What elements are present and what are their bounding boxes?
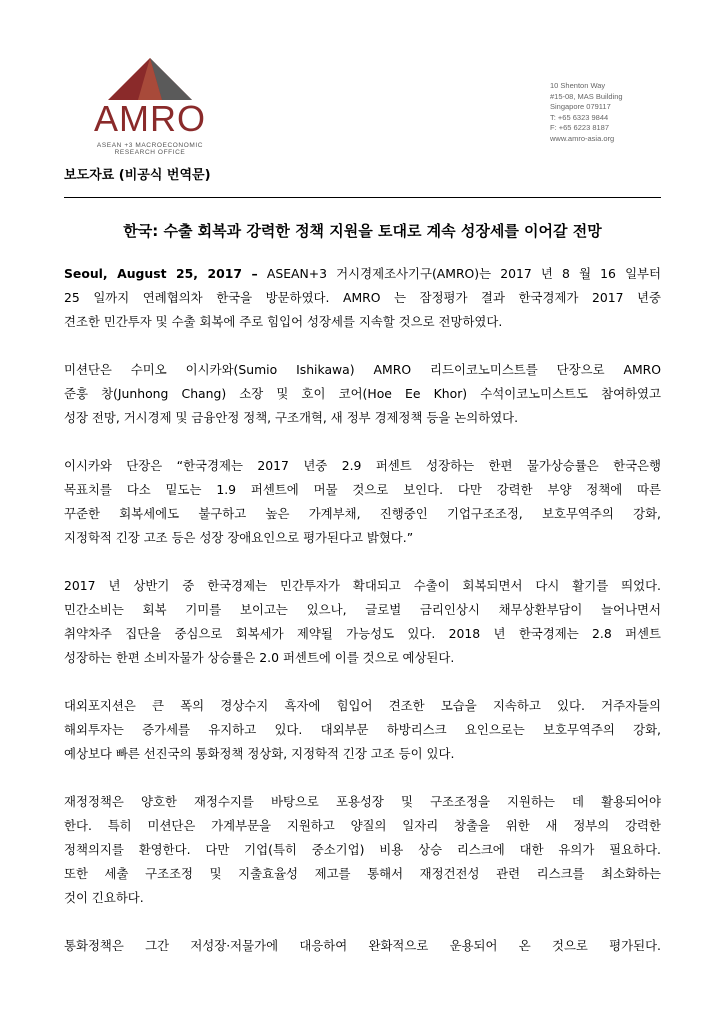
text-line: 해외투자는 증가세를 유지하고 있다. 대외부문 하방리스크 요인으로는 보호무역주의 강화,	[64, 722, 661, 737]
text-line: 정책의지를 환영한다. 다만 기업(특히 중소기업) 비용 상승 리스크에 대한 유의가 필요하다.	[64, 842, 661, 857]
text-line: 대외포지션은 큰 폭의 경상수지 흑자에 힘입어 견조한 모습을 지속하고 있다. 거주자들의	[64, 698, 661, 713]
logo-subtitle: ASEAN +3 MACROECONOMIC RESEARCH OFFICE	[96, 142, 204, 156]
paragraph-5	[64, 694, 661, 766]
paragraph-3	[64, 454, 661, 550]
text-line: 예상보다 빠른 선진국의 통화정책 정상화, 지정학적 긴장 고조 등이 있다.	[64, 746, 455, 761]
paragraph-4	[64, 574, 661, 670]
text-line: 성장하는 한편 소비자물가 상승률은 2.0 퍼센트에 이를 것으로 예상된다.	[64, 650, 455, 665]
paragraph-7	[64, 934, 661, 958]
address-website: www.amro-asia.org	[550, 133, 615, 143]
amro-triangle-icon	[108, 58, 192, 100]
text-line: 한다. 특히 미션단은 가계부문을 지원하고 양질의 일자리 창출을 위한 새 정부의 강력한	[64, 818, 661, 833]
text-line: 준훙 창(Junhong Chang) 소장 및 호이 코어(Hoe Ee Khor) 수석이코노미스트도 참여하였고	[64, 386, 661, 401]
amro-logo	[80, 58, 220, 158]
text-line: 이시카와 단장은 “한국경제는 2017 년중 2.9 퍼센트 성장하는 한편 물가상승률은 한국은행	[64, 458, 661, 473]
text-line: 목표치를 다소 밑도는 1.9 퍼센트에 머물 것으로 보인다. 다만 강력한 부양 정책에 따른	[64, 482, 661, 497]
office-address	[550, 81, 680, 145]
text-line: 민간소비는 회복 기미를 보이고는 있으나, 글로벌 금리인상시 채무상환부담이 늘어나면서	[64, 602, 661, 617]
text-line: 꾸준한 회복세에도 불구하고 높은 가계부채, 진행중인 기업구조조정, 보호무역주의 강화,	[64, 506, 661, 521]
text-line: 통화정책은 그간 저성장·저물가에 대응하여 완화적으로 운용되어 온 것으로 평가된다.	[64, 938, 661, 953]
logo-wordmark: AMRO	[94, 98, 206, 139]
text-line: 또한 세출 구조조정 및 지출효율성 제고를 통해서 재정건전성 관련 리스크를 최소화하는	[64, 866, 661, 881]
headline: 한국: 수출 회복과 강력한 정책 지원을 토대로 계속 성장세를 이어갈 전망	[123, 222, 602, 240]
text-line: 것이 긴요하다.	[64, 890, 144, 905]
article-body	[64, 262, 661, 982]
text-line	[64, 262, 661, 286]
address-phone: T: +65 6323 9844	[550, 112, 609, 122]
text-line: 성장 전망, 거시경제 및 금융안정 정책, 구조개혁, 새 정부 경제정책 등을 논의하였다.	[64, 410, 519, 425]
text-line: 취약차주 집단을 중심으로 회복세가 제약될 가능성도 있다. 2018 년 한국경제는 2.8 퍼센트	[64, 626, 661, 641]
text-span: ASEAN+3 거시경제조사기구(AMRO)는 2017 년 8 월 16 일부터	[257, 266, 661, 281]
paragraph-6	[64, 790, 661, 910]
paragraph-1	[64, 262, 661, 334]
text-line: 2017 년 상반기 중 한국경제는 민간투자가 확대되고 수출이 회복되면서 다시 활기를 띄었다.	[64, 578, 661, 593]
text-line: 미션단은 수미오 이시카와(Sumio Ishikawa) AMRO 리드이코노미스트를 단장으로 AMRO	[64, 362, 661, 377]
dateline: Seoul, August 25, 2017 –	[64, 266, 258, 281]
text-line: 재정정책은 양호한 재정수지를 바탕으로 포용성장 및 구조조정을 지원하는 데 활용되어야	[64, 794, 661, 809]
address-line: 10 Shenton Way	[550, 81, 606, 90]
text-line: 견조한 민간투자 및 수출 회복에 주로 힘입어 성장세를 지속할 것으로 전망하였다.	[64, 314, 503, 329]
address-fax: F: +65 6223 8187	[550, 123, 610, 133]
divider	[64, 197, 661, 198]
text-line: 지정학적 긴장 고조 등은 성장 장애요인으로 평가된다고 밝혔다.”	[64, 530, 414, 545]
paragraph-2	[64, 358, 661, 430]
press-release-label: 보도자료 (비공식 번역문)	[64, 168, 211, 183]
address-line: Singapore 079117	[550, 102, 611, 112]
address-line: #15-08, MAS Building	[550, 91, 623, 101]
text-line: 25 일까지 연례협의차 한국을 방문하였다. AMRO 는 잠정평가 결과 한국경제가 2017 년중	[64, 290, 661, 305]
